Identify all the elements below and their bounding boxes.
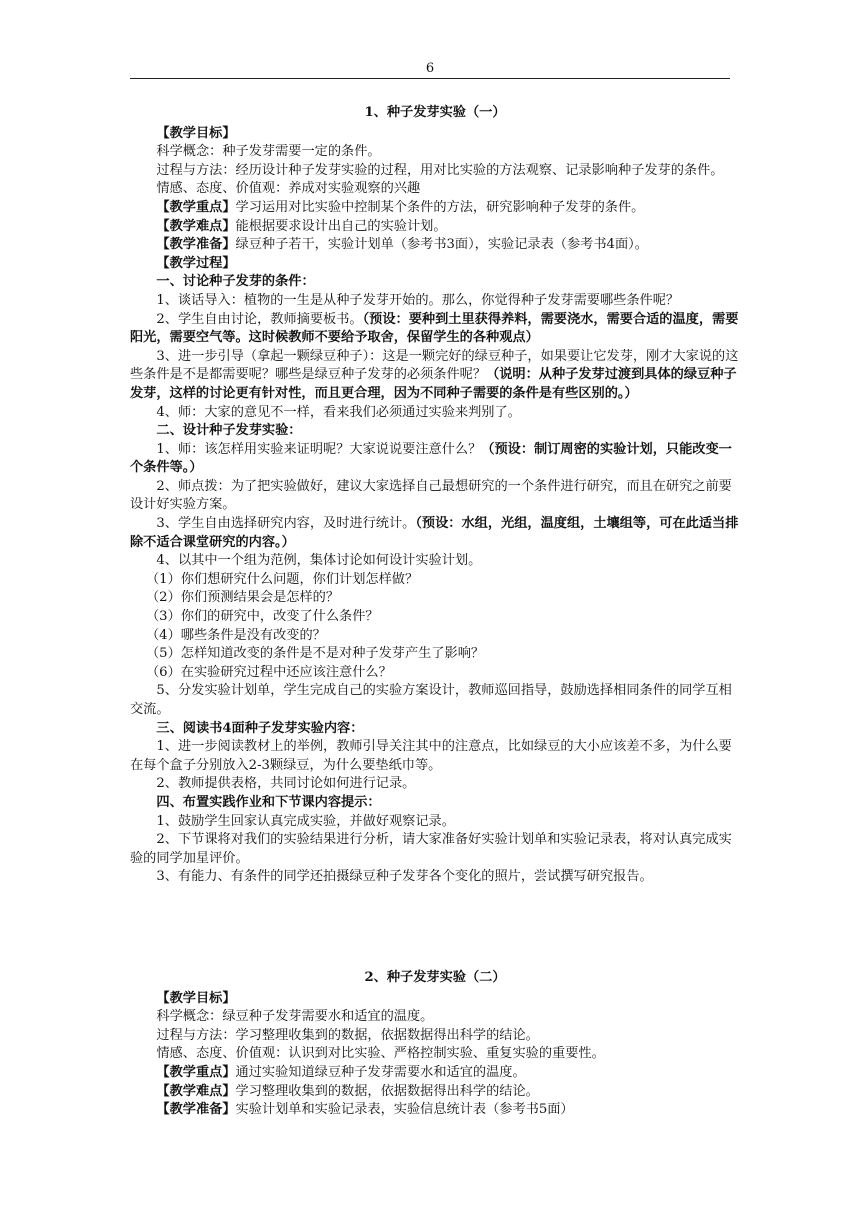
- process-heading: 【教学过程】: [156, 255, 236, 271]
- page-number: 6: [425, 61, 435, 76]
- lesson-2: [130, 969, 740, 1120]
- header-rule: [130, 78, 730, 79]
- part-4-step-1: 1、鼓励学生回家认真完成实验，并做好观察记录。: [156, 813, 455, 829]
- part-2-step-4: 4、以其中一个组为范例，集体讨论如何设计实验计划。: [156, 553, 482, 569]
- teaching-prep: 【教学准备】绿豆种子若干，实验计划单（参考书3面），实验记录表（参考书4面）。: [156, 237, 648, 253]
- part-4-step-3: 3、有能力、有条件的同学还拍摄绿豆种子发芽各个变化的照片，尝试撰写研究报告。: [156, 869, 653, 885]
- question-2: （2）你们预测结果会是怎样的？: [146, 590, 340, 606]
- objective-method: 过程与方法：经历设计种子发芽实验的过程，用对比实验的方法观察、记录影响种子发芽的条件。: [156, 162, 724, 178]
- part-3-step-2: 2、教师提供表格，共同讨论如何进行记录。: [156, 776, 416, 792]
- lesson-1-title: 1、种子发芽实验（一）: [364, 105, 506, 120]
- lesson-2-title: 2、种子发芽实验（二）: [364, 970, 506, 985]
- lesson-1: [130, 104, 740, 887]
- objective-concept-2: 科学概念：绿豆种子发芽需要水和适宜的温度。: [156, 1009, 434, 1025]
- objectives-heading: 【教学目标】: [156, 125, 236, 141]
- difficult-point: 【教学难点】能根据要求设计出自己的实验计划。: [156, 218, 447, 234]
- question-4: （4）哪些条件是没有改变的？: [146, 627, 326, 643]
- part-3-step-1: 1、进一步阅读教材上的举例，教师引导关注其中的注意点，比如绿豆的大小应该差不多，为什么要在每个盒子分别放入2-3颗绿豆，为什么要垫纸巾等。: [130, 739, 732, 773]
- part-1-step-2: 2、学生自由讨论，教师摘要板书。（预设：要种到土里获得养料，需要浇水，需要合适的温度，需要阳光，需要空气等。这时候教师不要给予取舍，保留学生的各种观点）: [130, 311, 739, 346]
- key-point-2: 【教学重点】通过实验知道绿豆种子发芽需要水和适宜的温度。: [156, 1064, 526, 1080]
- part-2-heading: 二、设计种子发芽实验：: [156, 423, 302, 439]
- objective-attitude: 情感、态度、价值观：养成对实验观察的兴趣: [156, 181, 421, 197]
- part-2-step-2: 2、师点拨：为了把实验做好，建议大家选择自己最想研究的一个条件进行研究，而且在研究之前要设计好实验方案。: [130, 478, 732, 513]
- part-3-heading: 三、阅读书4面种子发芽实验内容：: [156, 720, 364, 736]
- question-5: （5）怎样知道改变的条件是不是对种子发芽产生了影响？: [146, 646, 485, 662]
- part-1-step-1: 1、谈话导入：植物的一生是从种子发芽开始的。那么，你觉得种子发芽需要哪些条件呢？: [156, 292, 680, 308]
- question-3: （3）你们的研究中，改变了什么条件？: [146, 609, 379, 625]
- objective-attitude-2: 情感、态度、价值观：认识到对比实验、严格控制实验、重复实验的重要性。: [156, 1046, 605, 1062]
- part-1-step-4: 4、师：大家的意见不一样，看来我们必须通过实验来判别了。: [156, 404, 521, 420]
- part-1-step-3: 3、进一步引导（拿起一颗绿豆种子）：这是一颗完好的绿豆种子，如果要让它发芽，刚才大家说的这些条件是不是都需要呢？哪些是绿豆种子发芽的必须条件呢？（说明：从种子发芽过渡到具体的绿豆种子发芽，这样的讨论更有针对性，而且更合理，因为不同种子需要的条件是有些区别的。）: [130, 348, 739, 401]
- part-4-heading: 四、布置实践作业和下节课内容提示：: [156, 794, 381, 810]
- part-2-step-1: 1、师：该怎样用实验来证明呢？大家说说要注意什么？（预设：制订周密的实验计划，只能改变一个条件等。）: [130, 441, 732, 476]
- objectives-heading-2: 【教学目标】: [156, 990, 236, 1006]
- question-6: （6）在实验研究过程中还应该注意什么？: [146, 664, 392, 680]
- part-1-heading: 一、讨论种子发芽的条件：: [156, 274, 315, 290]
- part-2-step-5: 5、分发实验计划单，学生完成自己的实验方案设计，教师巡回指导，鼓励选择相同条件的同学互相交流。: [130, 683, 732, 717]
- difficult-point-2: 【教学难点】学习整理收集到的数据，依据数据得出科学的结论。: [156, 1083, 539, 1099]
- key-point: 【教学重点】学习运用对比实验中控制某个条件的方法，研究影响种子发芽的条件。: [156, 199, 645, 215]
- objective-method-2: 过程与方法：学习整理收集到的数据，依据数据得出科学的结论。: [156, 1027, 539, 1043]
- objective-concept: 科学概念：种子发芽需要一定的条件。: [156, 144, 381, 160]
- part-2-step-3: 3、学生自由选择研究内容，及时进行统计。（预设：水组，光组，温度组，土壤组等，可在此适当排除不适合课堂研究的内容。）: [130, 516, 739, 550]
- part-4-step-2: 2、下节课将对我们的实验结果进行分析，请大家准备好实验计划单和实验记录表，将对认真完成实验的同学加星评价。: [130, 832, 732, 866]
- teaching-prep-2: 【教学准备】实验计划单和实验记录表，实验信息统计表（参考书5面）: [156, 1102, 574, 1118]
- question-1: （1）你们想研究什么问题，你们计划怎样做？: [146, 571, 419, 587]
